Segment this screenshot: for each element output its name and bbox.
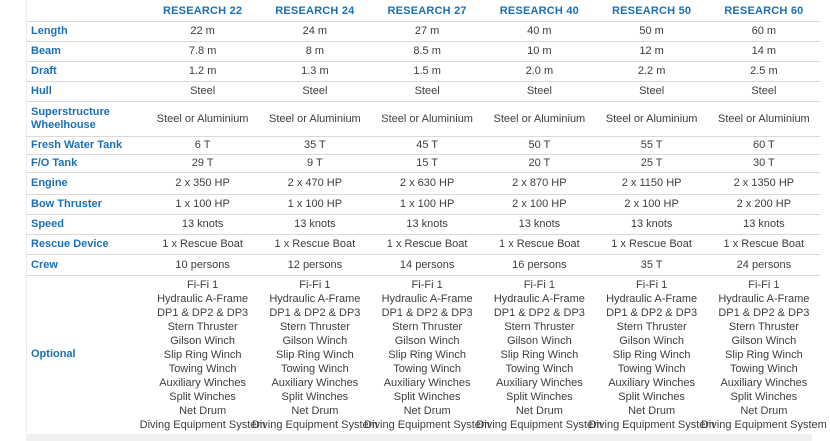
spec-value-cell: 24 m <box>259 22 371 42</box>
optional-item: Slip Ring Winch <box>500 349 579 361</box>
spec-value-cell: 2 x 200 HP <box>708 195 820 215</box>
spec-value-cell: 13 knots <box>259 215 371 235</box>
optional-item: Diving Equipment System <box>476 419 603 431</box>
optional-item: Fi-Fi 1 <box>748 279 780 291</box>
row-label: Optional <box>31 348 76 360</box>
spec-value-cell: 2.0 m <box>483 62 595 82</box>
spec-value-cell: Steel or Aluminium <box>371 102 483 137</box>
optional-item: Auxiliary Winches <box>271 377 359 389</box>
spec-value-cell: 1.2 m <box>147 62 259 82</box>
optional-item: Net Drum <box>515 405 563 417</box>
spec-value-cell: 22 m <box>147 22 259 42</box>
row-label: Draft <box>27 62 147 82</box>
optional-item: Hydraulic A-Frame <box>157 293 249 305</box>
column-header: RESEARCH 50 <box>596 0 708 22</box>
spec-value-cell: 2 x 1150 HP <box>596 173 708 195</box>
optional-item: Slip Ring Winch <box>163 349 242 361</box>
spec-value-cell: 13 knots <box>483 215 595 235</box>
spec-row <box>27 276 821 434</box>
optional-item: Gilson Winch <box>394 335 460 347</box>
spec-value-cell: 1.3 m <box>259 62 371 82</box>
spec-value-cell: 7.8 m <box>147 42 259 62</box>
spec-value-cell: 1 x Rescue Boat <box>259 235 371 255</box>
spec-row <box>27 42 821 62</box>
spec-value-cell: 1 x Rescue Boat <box>371 235 483 255</box>
spec-value-cell: Steel or Aluminium <box>147 102 259 137</box>
optional-item: Stern Thruster <box>728 321 799 333</box>
spec-row <box>27 102 821 137</box>
spec-value-cell: 15 T <box>371 155 483 173</box>
spec-value-cell: 35 T <box>259 137 371 155</box>
optional-item: Stern Thruster <box>279 321 350 333</box>
optional-item: Split Winches <box>618 391 685 403</box>
column-header: RESEARCH 24 <box>259 0 371 22</box>
spec-value-cell: 2 x 470 HP <box>259 173 371 195</box>
optional-item: Towing Winch <box>168 363 237 375</box>
spec-value-cell <box>251 276 378 434</box>
optional-item: DP1 & DP2 & DP3 <box>718 307 810 319</box>
spec-value-cell: 2 x 350 HP <box>147 173 259 195</box>
optional-item: DP1 & DP2 & DP3 <box>606 307 698 319</box>
spec-value-cell <box>588 276 715 434</box>
optional-item: Towing Winch <box>280 363 349 375</box>
spec-value-cell: 1 x 100 HP <box>259 195 371 215</box>
spec-value-cell: 27 m <box>371 22 483 42</box>
spec-value-cell: 1.5 m <box>371 62 483 82</box>
optional-item: Split Winches <box>393 391 461 403</box>
optional-item: Fi-Fi 1 <box>299 279 331 291</box>
spec-value-cell: Steel <box>147 82 259 102</box>
optional-item: Diving Equipment System <box>364 419 491 431</box>
optional-item: Stern Thruster <box>504 321 575 333</box>
column-header: RESEARCH 60 <box>708 0 820 22</box>
spec-value-cell <box>476 276 603 434</box>
row-label: Speed <box>27 215 147 235</box>
optional-item: DP1 & DP2 & DP3 <box>493 307 585 319</box>
spec-value-cell: 1 x Rescue Boat <box>147 235 259 255</box>
optional-item: Auxiliary Winches <box>159 377 247 389</box>
column-header: RESEARCH 22 <box>147 0 259 22</box>
optional-item: Towing Winch <box>617 363 686 375</box>
spec-value-cell: 13 knots <box>371 215 483 235</box>
spec-value-cell: 29 T <box>147 155 259 173</box>
row-label: Superstructure Wheelhouse <box>27 102 147 137</box>
corner-cell <box>27 0 147 22</box>
spec-value-cell: 60 m <box>708 22 820 42</box>
footer-bar <box>26 434 812 441</box>
row-label: Bow Thruster <box>27 195 147 215</box>
optional-item: Auxiliary Winches <box>608 377 696 389</box>
row-label: Rescue Device <box>27 235 147 255</box>
optional-item: Hydraulic A-Frame <box>493 293 585 305</box>
optional-item: Split Winches <box>169 391 236 403</box>
spec-value-cell: 2 x 1350 HP <box>708 173 820 195</box>
spec-row <box>27 137 821 155</box>
optional-item: Stern Thruster <box>392 321 463 333</box>
specs-table-body <box>27 22 827 434</box>
optional-item: Slip Ring Winch <box>612 349 691 361</box>
spec-value-cell: 24 persons <box>708 255 820 276</box>
optional-item: Auxiliary Winches <box>383 377 471 389</box>
spec-value-cell: 10 persons <box>147 255 259 276</box>
optional-item: Stern Thruster <box>616 321 687 333</box>
spec-row <box>27 82 821 102</box>
spec-value-cell: 45 T <box>371 137 483 155</box>
row-label: Fresh Water Tank <box>27 137 147 155</box>
spec-value-cell: 8.5 m <box>371 42 483 62</box>
spec-value-cell: 2 x 870 HP <box>483 173 595 195</box>
spec-value-cell: Steel <box>596 82 708 102</box>
spec-value-cell: 40 m <box>483 22 595 42</box>
spec-value-cell: Steel <box>708 82 820 102</box>
spec-row <box>27 62 821 82</box>
spec-value-cell: 35 T <box>596 255 708 276</box>
spec-value-cell: 14 m <box>708 42 820 62</box>
specs-table <box>26 0 827 433</box>
optional-item: Slip Ring Winch <box>388 349 466 361</box>
spec-value-cell: Steel <box>371 82 483 102</box>
optional-item: Hydraulic A-Frame <box>381 293 473 305</box>
spec-value-cell: Steel or Aluminium <box>596 102 708 137</box>
optional-item: Gilson Winch <box>731 335 797 347</box>
spec-value-cell: 55 T <box>596 137 708 155</box>
optional-item: Gilson Winch <box>506 335 572 347</box>
spec-value-cell: 12 persons <box>259 255 371 276</box>
spec-value-cell: 1 x 100 HP <box>147 195 259 215</box>
spec-value-cell: 14 persons <box>371 255 483 276</box>
spec-value-cell: 13 knots <box>596 215 708 235</box>
header-row <box>27 0 821 22</box>
optional-item: Fi-Fi 1 <box>523 279 555 291</box>
row-label: Length <box>27 22 147 42</box>
spec-row <box>27 22 821 42</box>
optional-item: Slip Ring Winch <box>276 349 354 361</box>
optional-item: Fi-Fi 1 <box>411 279 443 291</box>
spec-value-cell: Steel <box>259 82 371 102</box>
optional-item: Split Winches <box>506 391 573 403</box>
optional-item: DP1 & DP2 & DP3 <box>269 307 361 319</box>
optional-item: Net Drum <box>740 405 788 417</box>
row-label: F/O Tank <box>27 155 147 173</box>
spec-value-cell: 1 x Rescue Boat <box>596 235 708 255</box>
optional-item: DP1 & DP2 & DP3 <box>157 307 249 319</box>
optional-item: Fi-Fi 1 <box>636 279 668 291</box>
optional-item: Slip Ring Winch <box>725 349 803 361</box>
spec-value-cell: Steel <box>483 82 595 102</box>
optional-item: Split Winches <box>281 391 349 403</box>
spec-row <box>27 215 821 235</box>
spec-value-cell: 1 x 100 HP <box>371 195 483 215</box>
optional-item: Auxiliary Winches <box>495 377 583 389</box>
optional-item: Towing Winch <box>729 363 798 375</box>
optional-item: Gilson Winch <box>170 335 236 347</box>
optional-item: Net Drum <box>403 405 451 417</box>
optional-item: Gilson Winch <box>619 335 685 347</box>
optional-item: Net Drum <box>179 405 227 417</box>
optional-item: Hydraulic A-Frame <box>718 293 810 305</box>
spec-value-cell: 25 T <box>596 155 708 173</box>
spec-value-cell: 50 m <box>596 22 708 42</box>
optional-item: DP1 & DP2 & DP3 <box>381 307 473 319</box>
optional-item: Diving Equipment System <box>251 419 378 431</box>
optional-item: Split Winches <box>730 391 798 403</box>
spec-value-cell: Steel or Aluminium <box>708 102 820 137</box>
spec-row <box>27 195 821 215</box>
optional-item: Diving Equipment System <box>700 419 827 431</box>
spec-value-cell: Steel or Aluminium <box>259 102 371 137</box>
spec-value-cell: 30 T <box>708 155 820 173</box>
spec-value-cell: 2 x 100 HP <box>596 195 708 215</box>
optional-item: Net Drum <box>291 405 339 417</box>
row-label: Hull <box>27 82 147 102</box>
spec-value-cell: 1 x Rescue Boat <box>708 235 820 255</box>
optional-item: Towing Winch <box>505 363 574 375</box>
optional-item: Hydraulic A-Frame <box>606 293 698 305</box>
spec-value-cell: 10 m <box>483 42 595 62</box>
spec-value-cell: 13 knots <box>147 215 259 235</box>
optional-item: Hydraulic A-Frame <box>269 293 361 305</box>
spec-value-cell <box>700 276 827 434</box>
spec-value-cell: 12 m <box>596 42 708 62</box>
spec-row <box>27 173 821 195</box>
spec-value-cell: 8 m <box>259 42 371 62</box>
optional-item: Gilson Winch <box>282 335 348 347</box>
row-label: Crew <box>27 255 147 276</box>
spec-value-cell: 2.5 m <box>708 62 820 82</box>
optional-item: Auxiliary Winches <box>720 377 808 389</box>
spec-row <box>27 235 821 255</box>
spec-value-cell: 50 T <box>483 137 595 155</box>
spec-row <box>27 255 821 276</box>
spec-value-cell <box>139 276 266 434</box>
optional-item: Stern Thruster <box>167 321 238 333</box>
column-header: RESEARCH 40 <box>483 0 595 22</box>
optional-item: Net Drum <box>628 405 676 417</box>
optional-item: Diving Equipment System <box>139 419 266 431</box>
spec-value-cell: 60 T <box>708 137 820 155</box>
optional-item: Diving Equipment System <box>588 419 715 431</box>
spec-value-cell: 20 T <box>483 155 595 173</box>
optional-item: Towing Winch <box>393 363 462 375</box>
spec-value-cell: 2 x 100 HP <box>483 195 595 215</box>
spec-row <box>27 155 821 173</box>
spec-value-cell: 1 x Rescue Boat <box>483 235 595 255</box>
row-label: Engine <box>27 173 147 195</box>
spec-value-cell: Steel or Aluminium <box>483 102 595 137</box>
spec-value-cell <box>364 276 491 434</box>
spec-value-cell: 2.2 m <box>596 62 708 82</box>
optional-item: Fi-Fi 1 <box>187 279 219 291</box>
spec-value-cell: 16 persons <box>483 255 595 276</box>
spec-value-cell: 13 knots <box>708 215 820 235</box>
spec-value-cell: 9 T <box>259 155 371 173</box>
spec-value-cell: 2 x 630 HP <box>371 173 483 195</box>
spec-value-cell: 6 T <box>147 137 259 155</box>
column-header: RESEARCH 27 <box>371 0 483 22</box>
row-label: Beam <box>27 42 147 62</box>
